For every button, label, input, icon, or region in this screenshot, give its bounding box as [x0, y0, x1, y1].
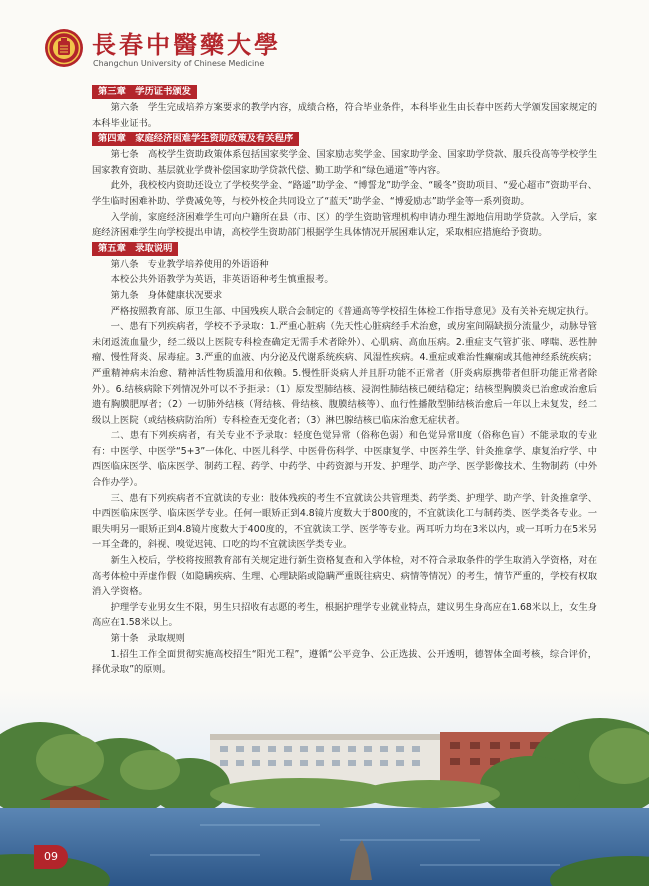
- chapter4-heading: 第四章 家庭经济困难学生资助政策及有关程序: [92, 132, 299, 146]
- article7-paragraph-2: 此外，我校校内资助还设立了学校奖学金、“路遥”助学金、“博誓龙”助学金、“暖冬”资助项目、“爱心超市”资助平台、学生临时困难补助、学费减免等，与校外校企共同设立了“蓝天”助学金、“博爱励志”助学金等一系列资助。: [92, 180, 597, 207]
- university-name-en: Changchun University of Chinese Medicine: [93, 59, 265, 68]
- article9-item-1: 一、患有下列疾病者，学校不予录取：1.严重心脏病（先天性心脏病经手术治愈，或房室间隔缺损分流量少，动脉导管未闭返流血量少，经二级以上医院专科检查确定无需手术者除外）、心肌病、高血压病。2.重症支气管扩张、哮喘、恶性肿瘤、慢性肾炎、尿毒症。3.严重的血液、内分泌及代谢系统疾病、风湿性疾病。4.重症或难治性癫痫或其他神经系统疾病；严重精神病未治愈、精神活性物质滥用和依赖。5.慢性肝炎病人并且肝功能不正常者（肝炎病原携带者但肝功能正常者除外）。6.结核病除下列情况外可以不予拒录：（1）原发型肺结核、浸润性肺结核已硬结稳定；结核型胸膜炎已治愈或治愈后遗有胸膜肥厚者；（2）一切肺外结核（肾结核、骨结核、腹膜结核等）、血行性播散型肺结核治愈后一年以上未复发，经二级以上医院（或结核病防治所）专科检查无变化者；（3）淋巴腺结核已临床治愈无症状者。: [92, 321, 597, 426]
- article9-title: 第九条 身体健康状况要求: [110, 289, 223, 301]
- university-logo-icon: [44, 28, 84, 68]
- chapter3-heading: 第三章 学历证书颁发: [92, 85, 197, 99]
- enrollment-review-paragraph: 新生入校后，学校将按照教育部有关规定进行新生资格复查和入学体检，对不符合录取条件的学生取消入学资格，对在高考体检中弄虚作假（如隐瞒疾病、生理、心理缺陷或隐瞒严重既往病史、病情等情况）的考生，情节严重的，学校有权取消入学资格。: [92, 555, 597, 598]
- article8-body: 本校公共外语教学为英语，非英语语种考生慎重报考。: [110, 274, 334, 286]
- nursing-height-paragraph: 护理学专业男女生不限，男生只招收有志愿的考生，根据护理学专业就业特点，建议男生身高应在1.68米以上，女生身高应在1.58米以上。: [92, 601, 597, 629]
- article9-item-2: 二、患有下列疾病者，有关专业不予录取：轻度色觉异常（俗称色弱）和色觉异常II度（俗称色盲）不能录取的专业有：中医学、中医学“5+3”一体化、中医儿科学、中医骨伤科学、中医康复学、中医养生学、针灸推拿学、康复治疗学、中西医临床医学、临床医学、制药工程、药学、中药学、中药资源与开发、护理学、助产学、医学影像技术、生物制药（中外合作办学）。: [92, 430, 597, 489]
- article10-title: 第十条 录取规则: [110, 633, 185, 644]
- article8-title: 第八条 专业教学培养使用的外语语种: [110, 258, 269, 270]
- article9-intro: 严格按照教育部、原卫生部、中国残疾人联合会制定的《普通高等学校招生体检工作指导意见》及有关补充规定执行。: [110, 305, 595, 317]
- article6-paragraph: 第六条 学生完成培养方案要求的教学内容，成绩合格，符合毕业条件，本科毕业生由长春中医药大学颁发国家规定的本科毕业证书。: [92, 102, 597, 129]
- chapter5-heading: 第五章 录取说明: [92, 242, 178, 256]
- campus-scene-image: [0, 690, 649, 886]
- article10-item-1: 1.招生工作全面贯彻实施高校招生“阳光工程”，遵循“公平竞争、公正选拔、公开透明，德智体全面考核，综合评价，择优录取”的原则。: [92, 648, 597, 676]
- page-number-badge: 09: [34, 845, 68, 869]
- campus-photo: [0, 690, 649, 886]
- page-header: [0, 0, 649, 80]
- article7-paragraph-1: 第七条 高校学生资助政策体系包括国家奖学金、国家励志奖学金、国家助学金、国家助学贷款、服兵役高等学校学生国家教育资助、基层就业学费补偿国家助学贷款代偿、勤工助学和“绿色通道”等内容。: [92, 149, 597, 176]
- university-name-cn: 長春中醫藥大學: [92, 30, 281, 59]
- admission-rules-content: [92, 84, 597, 678]
- article7-paragraph-3: 入学前，家庭经济困难学生可向户籍所在县（市、区）的学生资助管理机构申请办理生源地信用助学贷款。入学后，家庭经济困难学生向学校提出申请，高校学生资助部门根据学生具体情况开展困难认定，采取相应措施给予资助。: [92, 211, 597, 239]
- article9-item-3: 三、患有下列疾病者不宜就读的专业：肢体残疾的考生不宜就读公共管理类、药学类、护理学、助产学、针灸推拿学、中西医临床医学、临床医学专业。任何一眼矫正到4.8镜片度数大于800度的，不宜就读化工与制药类、医学类各专业。一眼失明另一眼矫正到4.8镜片度数大于400度的，不宜就读工学、医学等专业。两耳听力均在3米以内，或一耳听力在5米另一耳全聋的，斜视、嗅觉迟钝、口吃的均不宜就读医学类专业。: [92, 492, 597, 551]
